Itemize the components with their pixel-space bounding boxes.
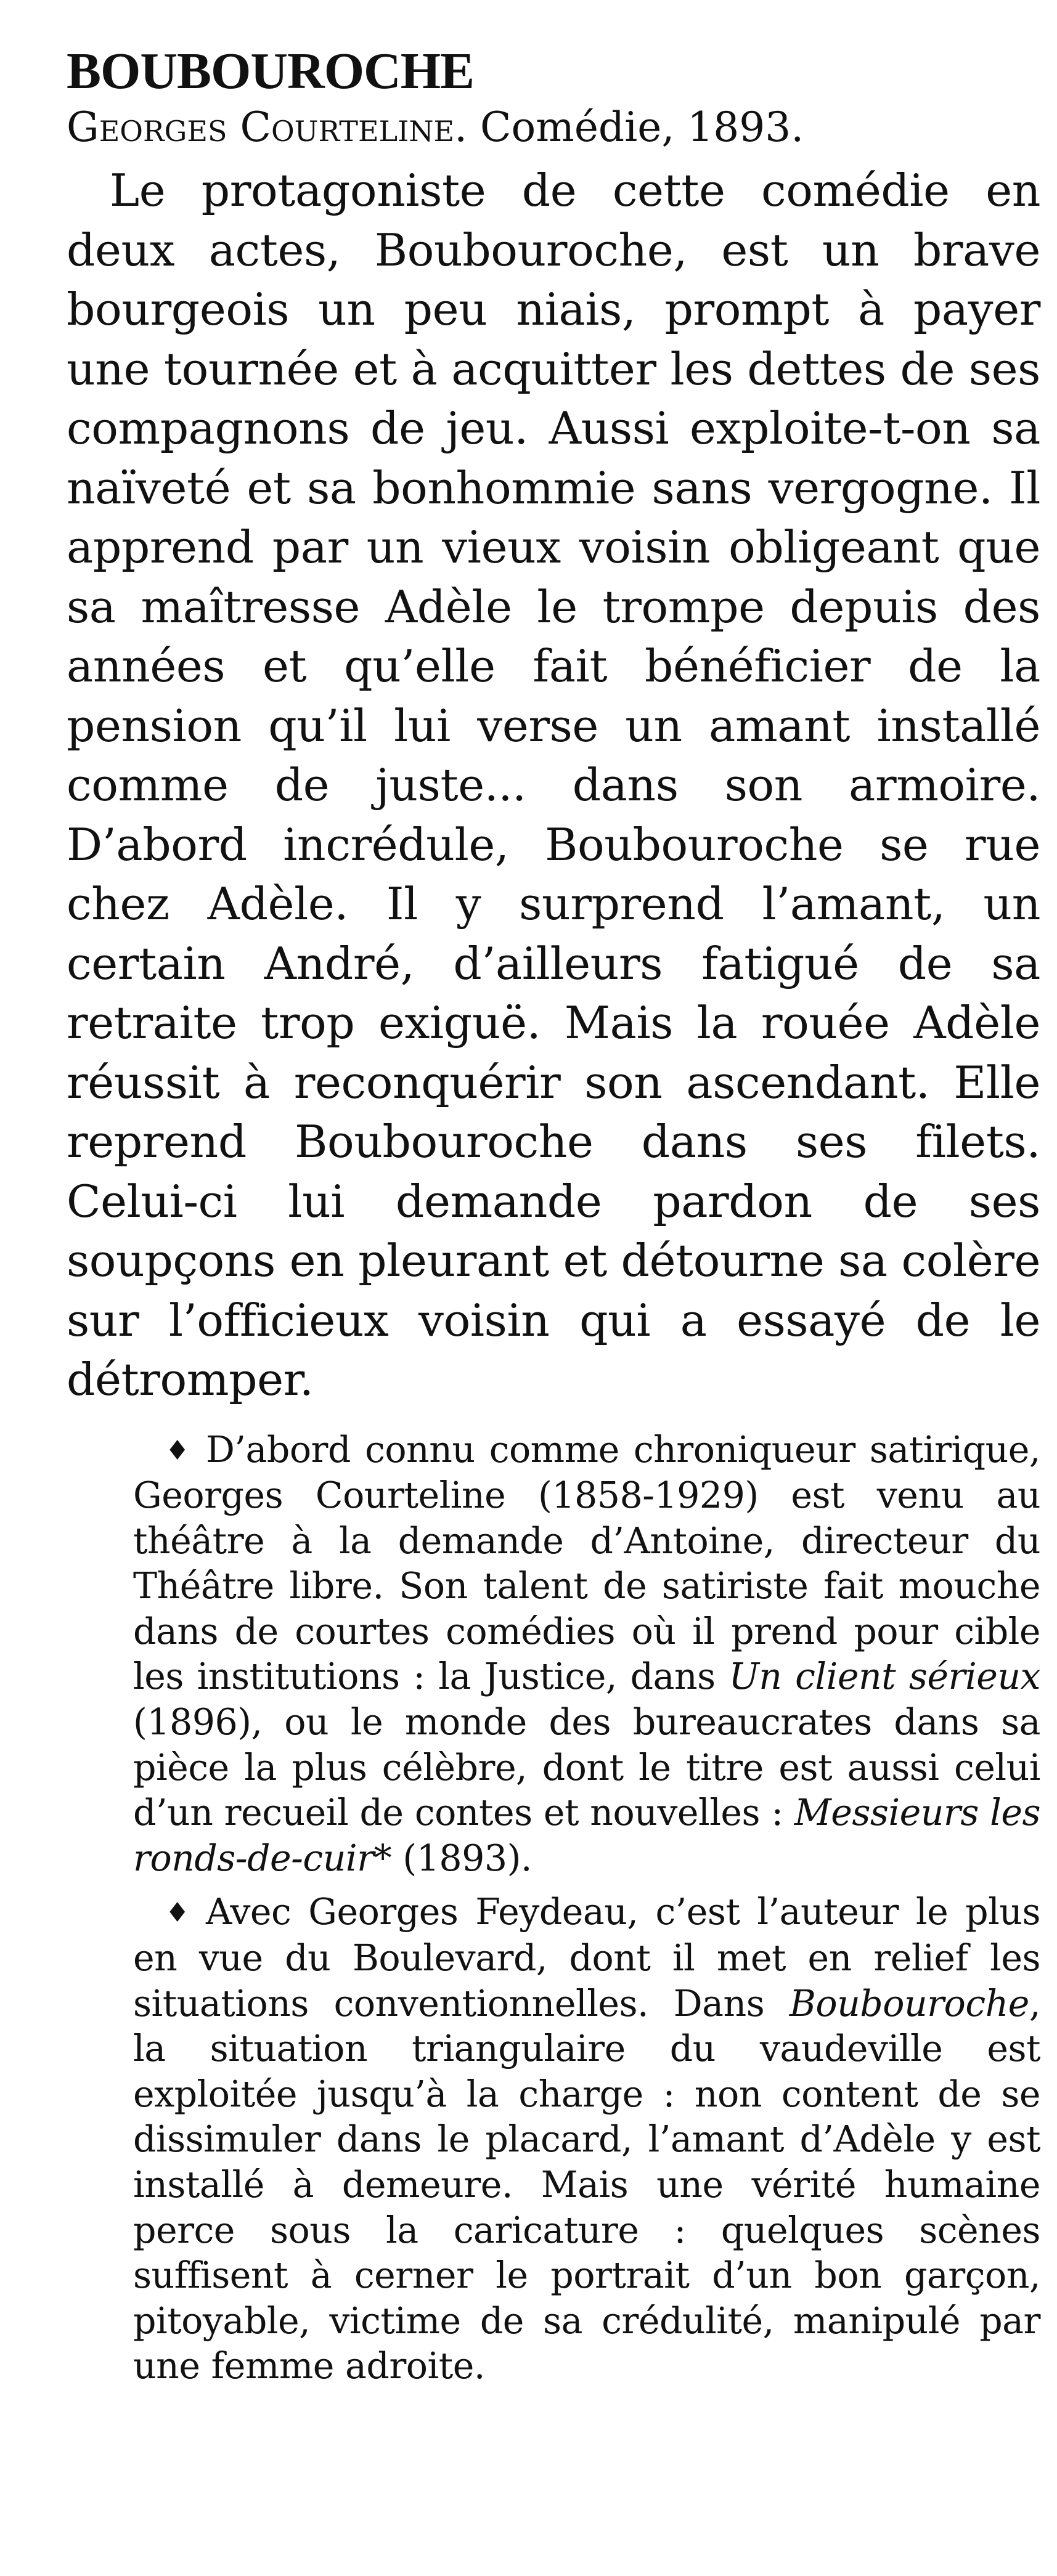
note-text: D’abord connu comme chroniqueur satirique, Georges Courteline (1858-1929) est venu au théâtre à la demande d’Antoine, directeur du Théâtre libre. Son talent de satiriste fait mouche dans de courtes comédies où il prend pour cible les institutions : la Justice, dans (133, 1428, 1040, 1698)
entry-title: BOUBOUROCHE (67, 43, 475, 100)
plot-summary: Le protagoniste de cette comédie en deux actes, Boubouroche, est un brave bourgeois un peu niais, prompt à payer une tournée et à acquitter les dettes de ses compagnons de jeu. Aussi exploite-t-on sa naïveté et sa bonhommie sans vergogne. Il apprend par un vieux voisin obligeant que sa maîtresse Adèle le trompe depuis des années et qu’elle fait bénéficier de la pension qu’il lui verse un amant installé comme de juste... dans son armoire. D’abord incrédule, Boubouroche se rue chez Adèle. Il y surprend l’amant, un certain André, d’ailleurs fatigué de sa retraite trop exiguë. Mais la rouée Adèle réussit à reconquérir son ascendant. Elle reprend Boubouroche dans ses filets. Celui-ci lui demande pardon de ses soupçons en pleurant et détourne sa colère sur l’officieux voisin qui a essayé de le détromper. (67, 165, 1040, 1406)
entry-byline: Georges Courteline. Comédie, 1893. (67, 104, 804, 151)
note-text: , la situation triangulaire du vaudeville est exploitée jusqu’à la charge : non content de se dissimuler dans le placard, l’amant d’Adèle y est installé à demeure. Mais une vérité humaine perce sous la caricature : quelques scènes suffisent à cerner le portrait d’un bon garçon, pitoyable, victime de sa crédulité, manipulé par une femme adroite. (133, 1982, 1040, 2387)
work-title: Messieurs les ronds-de-cuir* (133, 1792, 1040, 1879)
note-text: Avec Georges Feydeau, c’est l’auteur le plus en vue du Boulevard, dont il met en relief les situations conventionnelles. Dans (133, 1891, 1040, 2025)
work-title: Un client sérieux (728, 1656, 1040, 1698)
diamond-bullet-icon: ♦ (165, 1897, 189, 1929)
note-text: (1893). (391, 1837, 533, 1879)
work-title: Boubouroche (789, 1982, 1029, 2025)
entry-author: Georges Courteline (67, 104, 455, 151)
commentary-note (133, 1428, 1040, 1882)
dictionary-entry (67, 43, 1040, 2389)
note-text: (1896), ou le monde des bureaucrates dans sa pièce la plus célèbre, dont le titre est aussi celui d’un recueil de contes et nouvelles : (133, 1701, 1040, 1834)
commentary-note (133, 1890, 1040, 2389)
diamond-bullet-icon: ♦ (165, 1434, 189, 1466)
entry-genre-date: Comédie, 1893. (480, 104, 804, 151)
